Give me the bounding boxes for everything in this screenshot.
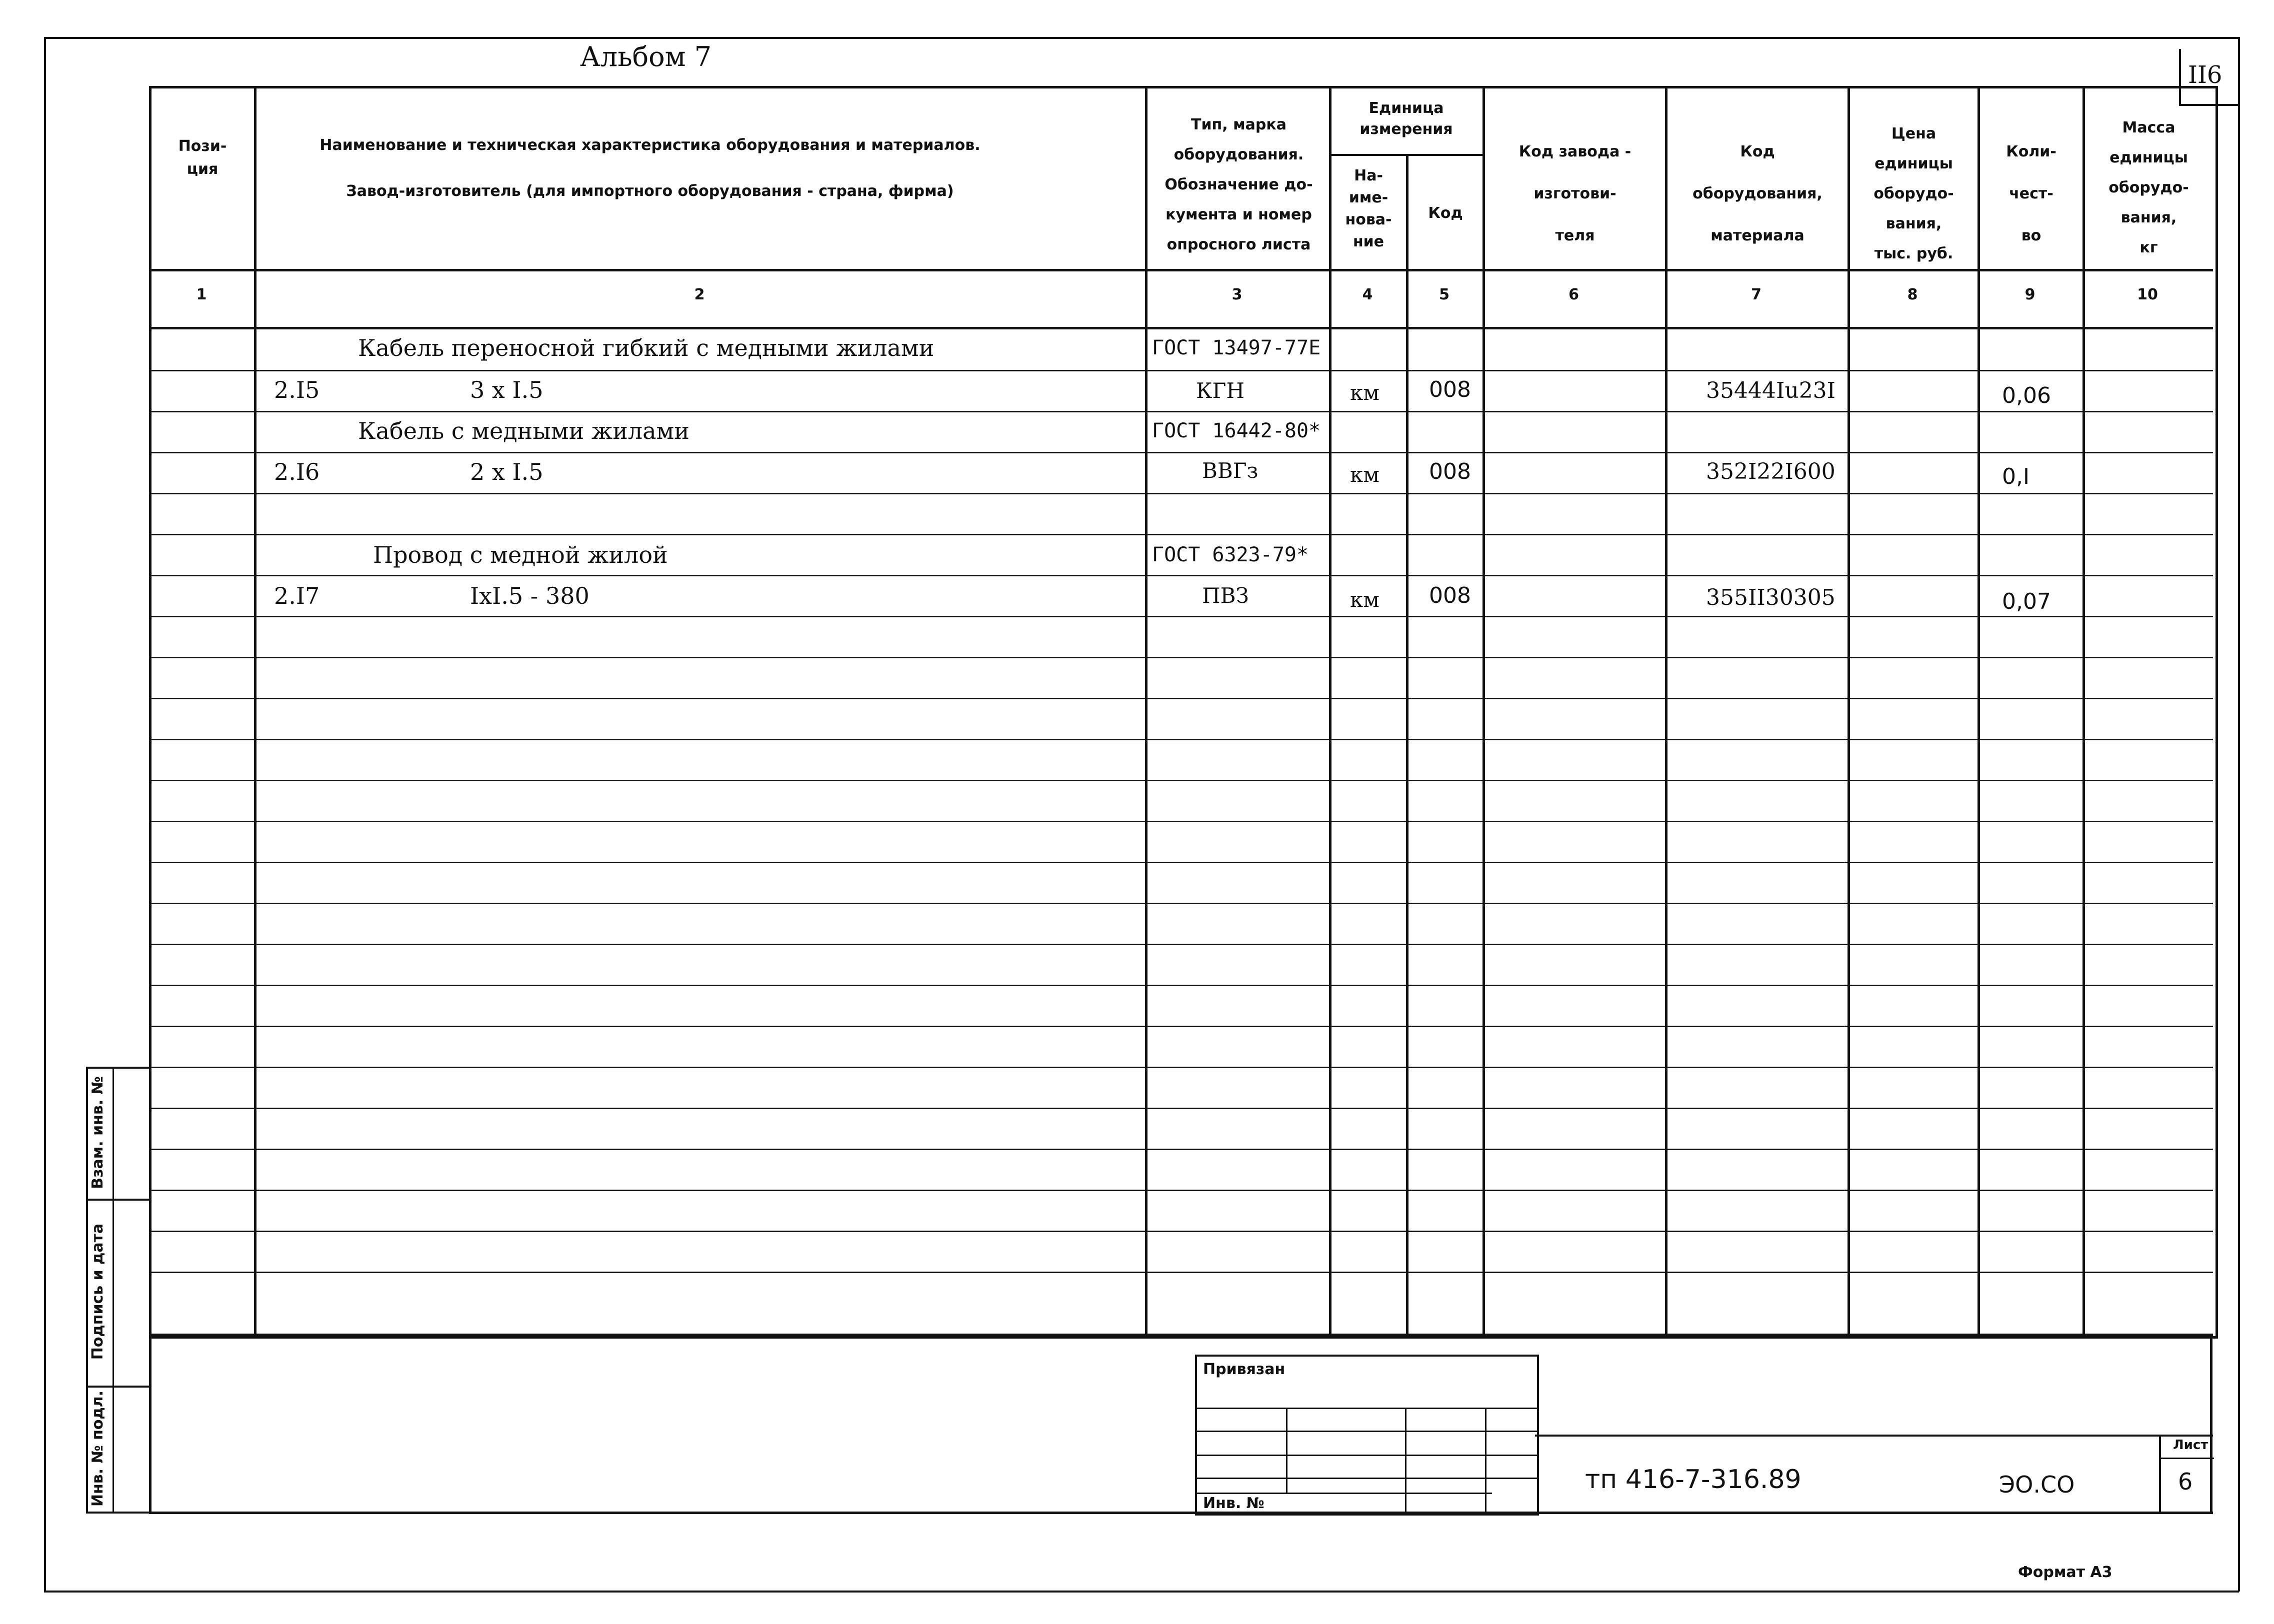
header-qty-l3: во	[2021, 227, 2042, 244]
section-code: ЭО.СО	[1999, 1471, 2075, 1498]
header-unit-name-l1: На-	[1354, 167, 1383, 184]
colnum-1: 1	[196, 286, 207, 303]
header-mass-l3: оборудо-	[2108, 179, 2189, 196]
attached-block	[1195, 1355, 1539, 1516]
header-type-l2: оборудования.	[1174, 146, 1304, 163]
header-material-l1: Код	[1740, 143, 1775, 160]
spec-table	[149, 86, 2218, 1339]
header-factory-code	[1485, 131, 1665, 257]
header-unit-l2: измерения	[1360, 120, 1453, 138]
document-code: тп 416-7-316.89	[1585, 1465, 1802, 1495]
header-type	[1150, 110, 1328, 260]
row6-unit: км	[1350, 587, 1380, 612]
header-position	[165, 135, 240, 181]
header-price-l1: Цена	[1891, 125, 1936, 142]
header-unit-group	[1330, 98, 1482, 140]
row4-unit: км	[1350, 462, 1380, 487]
header-price-l4: вания,	[1886, 215, 1942, 232]
header-unit-code: Код	[1428, 204, 1463, 222]
header-position-text: Пози-ция	[178, 137, 227, 178]
sheet-value: 6	[2178, 1468, 2193, 1495]
header-mass-l4: вания,	[2120, 209, 2177, 226]
row4-mat: 352I22I600	[1706, 459, 1836, 484]
header-unit-name-l3: нова-	[1345, 211, 1392, 228]
sheet-cell	[2159, 1435, 2214, 1512]
row2-unit: км	[1350, 380, 1380, 405]
header-factory-l1: Код завода -	[1518, 143, 1632, 160]
header-mass	[2085, 113, 2212, 263]
header-mass-l2: единицы	[2110, 149, 2188, 166]
side-label-signature: Подпись и дата	[89, 1223, 106, 1360]
header-unit-l1: Единица	[1368, 99, 1444, 117]
colnum-7: 7	[1751, 286, 1762, 303]
side-label-replace: Взам. инв. №	[89, 1076, 106, 1189]
header-type-l5: опросного листа	[1166, 236, 1311, 253]
row6-mat: 355II30305	[1706, 585, 1836, 610]
header-name-line2: Завод-изготовитель (для импортного оборудования - страна, фирма)	[346, 182, 954, 200]
colnum-2: 2	[694, 286, 705, 303]
colnum-5: 5	[1439, 286, 1450, 303]
header-qty-l2: чест-	[2009, 185, 2054, 202]
header-unit-name-l2: име-	[1348, 189, 1388, 206]
row6-qty: 0,07	[2002, 589, 2051, 614]
row5-name: Провод с медной жилой	[373, 541, 668, 568]
header-price-l5: тыс. руб.	[1874, 245, 1954, 262]
header-factory-l2: изготови-	[1534, 185, 1616, 202]
header-price-l3: оборудо-	[1874, 185, 1954, 202]
colnum-10: 10	[2137, 286, 2158, 303]
header-unit-name	[1331, 165, 1406, 253]
row6-code: 008	[1429, 583, 1471, 608]
album-title: Альбом 7	[580, 41, 712, 72]
header-qty-l1: Коли-	[2006, 143, 2056, 160]
row4-pos: 2.I6	[274, 458, 320, 485]
row3-type: ГОСТ 16442-80*	[1152, 419, 1321, 442]
colnum-9: 9	[2024, 286, 2036, 303]
header-material-l3: материала	[1710, 227, 1804, 244]
header-type-l3: Обозначение до-	[1164, 176, 1313, 193]
row6-name: IxI.5 - 380	[470, 582, 590, 609]
header-mass-l1: Масса	[2122, 119, 2176, 136]
colnum-6: 6	[1568, 286, 1579, 303]
row2-code: 008	[1429, 377, 1471, 402]
header-factory-l3: теля	[1555, 227, 1595, 244]
row4-type: ВВГз	[1202, 458, 1258, 483]
row2-mat: 35444Iu23I	[1706, 378, 1836, 403]
row4-name: 2 x I.5	[470, 458, 544, 485]
header-type-l1: Тип, марка	[1191, 116, 1286, 133]
header-material-code	[1668, 131, 1848, 257]
header-price-l2: единицы	[1874, 155, 1953, 172]
header-mass-l5: кг	[2140, 239, 2158, 256]
colnum-3: 3	[1232, 286, 1242, 303]
row6-pos: 2.I7	[274, 582, 320, 609]
colnum-8: 8	[1907, 286, 1918, 303]
row1-type: ГОСТ 13497-77Е	[1152, 336, 1321, 359]
row2-name: 3 x I.5	[470, 376, 544, 403]
row5-type: ГОСТ 6323-79*	[1152, 543, 1309, 566]
header-quantity	[1980, 131, 2082, 257]
row6-type: ПВЗ	[1202, 583, 1249, 608]
colnum-4: 4	[1362, 286, 1373, 303]
header-type-l4: кумента и номер	[1166, 206, 1312, 223]
side-label-inventory: Инв. № подл.	[89, 1390, 106, 1507]
sheet-number: II6	[2188, 61, 2222, 89]
row4-code: 008	[1429, 459, 1471, 484]
row2-pos: 2.I5	[274, 376, 320, 403]
header-material-l2: оборудования,	[1692, 185, 1822, 202]
row1-name: Кабель переносной гибкий с медными жилами	[358, 334, 934, 361]
inv-no-label: Инв. №	[1203, 1495, 1264, 1512]
sheet-label: Лист	[2173, 1438, 2208, 1453]
row4-qty: 0,I	[2002, 464, 2030, 489]
header-price	[1850, 119, 1978, 269]
header-unit-name-l4: ние	[1352, 233, 1384, 250]
format-label: Формат А3	[2018, 1564, 2112, 1581]
row3-name: Кабель с медными жилами	[358, 417, 690, 444]
attached-label: Привязан	[1203, 1361, 1286, 1378]
row2-qty: 0,06	[2002, 383, 2051, 408]
header-name-line1: Наименование и техническая характеристика оборудования и материалов.	[320, 136, 980, 154]
row2-type: КГН	[1196, 378, 1244, 403]
